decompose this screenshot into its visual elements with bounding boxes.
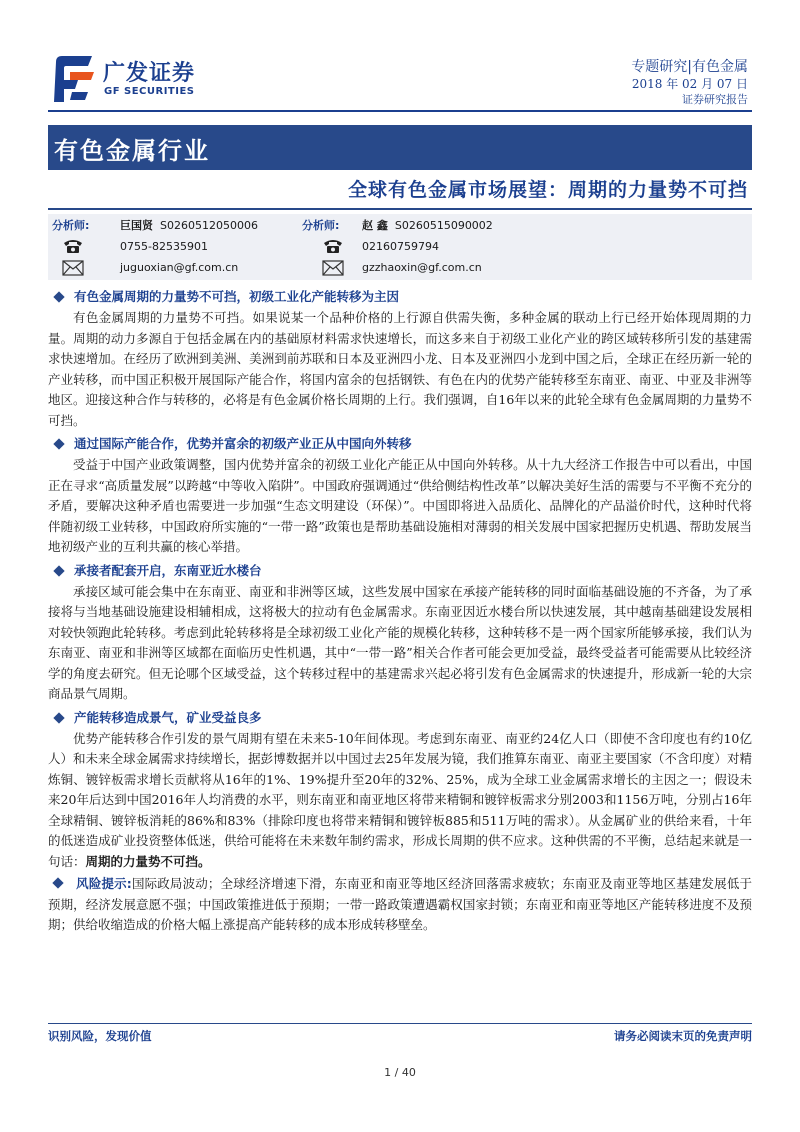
section-heading-text: 通过国际产能合作，优势并富余的初级产业正从中国向外转移 — [74, 436, 412, 451]
brand-name-en: GF SECURITIES — [104, 86, 195, 97]
section-paragraph: 有色金属周期的力量势不可挡。如果说某一个品种价格的上行源自供需失衡，多种金属的联动上行已经开始体现周期的力量。周期的动力多源自于包括金属在内的基础原材料需求快速增长，而这多来自于初级工业化产业的跨区域转移所引发的基建需求快速增加。在经历了欧洲到美洲、美洲到前苏联和日本及亚洲四小龙、日本及亚洲四小龙到中国之后，全球正在经历新一轮的产业转移，而中国正积极开展国际产能合作，将国内富余的包括钢铁、有色在内的优势产能转移至东南亚、南亚、中亚及非洲等地区。迎接这种合作与转移的，必将是有色金属价格长周期的上行。我们强调，自16年以来的此轮全球有色金属周期的力量势不可挡。 — [48, 310, 752, 428]
analyst-phone: 0755-82535901 — [120, 240, 208, 253]
phone-icon — [322, 238, 344, 254]
section-paragraph: 受益于中国产业政策调整，国内优势并富余的初级工业化产能正从中国向外转移。从十九大经济工作报告中可以看出，中国正在寻求“高质量发展”以跨越“中等收入陷阱”。中国政府强调通过“供给侧结构性改革”以解决美好生活的需要与不平衡不充分的矛盾，要解决这种矛盾也需要进一步加强“生态文明建设（环保）”。中国即将进入品质化、品牌化的产品溢价时代，这种时代将伴随初级工业转移，中国政府所实施的“一带一路”政策也是帮助基础设施相对薄弱的相关发展中国家把握历史机遇、帮助发展当地初级产业的互利共赢的核心举措。 — [48, 457, 752, 554]
report-meta — [631, 58, 748, 108]
diamond-bullet-icon — [53, 438, 64, 449]
analyst-1-name-row — [120, 216, 258, 236]
header-divider — [48, 110, 752, 112]
section-paragraph — [48, 729, 752, 873]
diamond-bullet-icon — [53, 565, 64, 576]
analyst-panel — [48, 214, 752, 280]
report-body — [48, 284, 752, 938]
subtitle-divider — [48, 208, 752, 210]
section-heading — [48, 707, 752, 729]
analyst-phone: 02160759794 — [362, 240, 439, 253]
section-paragraph: 承接区域可能会集中在东南亚、南亚和非洲等区域，这些发展中国家在承接产能转移的同时面临基础设施的不齐备，为了承接将与当地基础设施建设相辅相成，这将极大的拉动有色金属需求。东南亚因近水楼台所以快速发展，其中越南基础建设发展相对较快领跑此轮转移。考虑到此轮转移将是全球初级工业化产能的规模化转移，这种转移不是一两个国家所能够承接，我们认为东南亚、南亚和非洲等区域都在面临历史性机遇，其中“一带一路”相关合作者可能会更加受益，最终受益者可能需要从比较经济学的角度去研究。但无论哪个区域受益，这个转移过程中的基建需求兴起必将引发有色金属需求的快速提升，形成新一轮的大宗商品景气周期。 — [48, 583, 752, 701]
gf-logo-icon — [48, 52, 98, 106]
section-heading — [48, 286, 752, 308]
diamond-bullet-icon — [53, 712, 64, 723]
mail-icon — [62, 260, 84, 276]
report-type: 证券研究报告 — [682, 93, 748, 106]
industry-title: 有色金属行业 — [54, 137, 210, 165]
section-heading-text: 产能转移造成景气，矿业受益良多 — [74, 709, 262, 725]
analyst-name: 赵 鑫 — [362, 219, 388, 232]
mail-icon — [322, 260, 344, 276]
analyst-email[interactable]: juguoxian@gf.com.cn — [120, 261, 239, 274]
analyst-cert: S0260515090002 — [394, 219, 493, 232]
footer-divider — [48, 1023, 752, 1024]
section-heading — [48, 560, 752, 582]
analyst-2-name-row — [362, 216, 493, 236]
analyst-cert: S0260512050006 — [160, 219, 258, 232]
analyst-row-1 — [52, 216, 89, 236]
diamond-bullet-icon — [53, 291, 64, 302]
analyst-label: 分析师: — [52, 219, 90, 232]
footer-disclaimer: 请务必阅读末页的免责声明 — [614, 1029, 752, 1043]
section-paragraph-text: 优势产能转移合作引发的景气周期有望在未来5-10年间体现。考虑到东南亚、南亚约24亿人口（即使不含印度也有约10亿人）和未来全球金属需求持续增长，据彭博数据并以中国过去25年发展为镜，我们推算东南亚、南亚主要国家（不含印度）对精炼铜、镀锌板需求增长贡献将从16年的1%、19%提升至20年的32%、25%，成为全球工业金属需求增长的主因之一；假设未来20年后达到中国2016年人均消费的水平，则东南亚和南亚地区将带来精铜和镀锌板需求分别2003和1156万吨，分别占16年全球精铜、镀锌板消耗的86%和83%（排除印度也将带来精铜和镀锌板885和511万吨的需求）。从金属矿业的供给来看，十年的低迷造成矿业投资整体低迷，供给可能将在未来数年制约需求，形成长周期的供不应求。这种供需的不平衡，总结起来就是一句话： — [48, 730, 752, 869]
brand-name-cn: 广发证券 — [103, 61, 196, 86]
footer-slogan: 识别风险，发现价值 — [48, 1029, 152, 1043]
risk-label: 风险提示: — [76, 876, 132, 891]
analyst-name: 巨国贤 — [120, 219, 153, 232]
analyst-label: 分析师: — [302, 219, 340, 232]
diamond-bullet-icon — [52, 877, 63, 888]
key-conclusion: 周期的力量势不可挡。 — [85, 853, 211, 869]
risk-warning — [48, 874, 752, 936]
phone-icon — [62, 238, 84, 254]
brand-logo — [48, 52, 218, 108]
analyst-label-2-row — [302, 216, 339, 236]
risk-text: 国际政局波动；全球经济增速下滑，东南亚和南亚等地区经济回落需求疲软；东南亚及南亚等地区基建发展低于预期，经济发展意愿不强；中国政策推进低于预期；一带一路政策遭遇霸权国家封锁；东南亚和南亚等地区产能转移进度不及预期；供给收缩造成的价格大幅上涨提高产能转移的成本形成转移壁垒。 — [48, 876, 752, 932]
analyst-email[interactable]: gzzhaoxin@gf.com.cn — [362, 261, 482, 274]
section-heading-text: 有色金属周期的力量势不可挡，初级工业化产能转移为主因 — [74, 289, 400, 304]
industry-banner — [48, 125, 752, 170]
report-date: 2018 年 02 月 07 日 — [631, 77, 748, 91]
page-number: 1 / 40 — [384, 1066, 416, 1079]
report-subtitle: 全球有色金属市场展望：周期的力量势不可挡 — [347, 179, 748, 201]
section-heading — [48, 433, 752, 455]
section-heading-text: 承接者配套开启，东南亚近水楼台 — [74, 562, 262, 578]
report-tag: 专题研究|有色金属 — [631, 59, 748, 75]
